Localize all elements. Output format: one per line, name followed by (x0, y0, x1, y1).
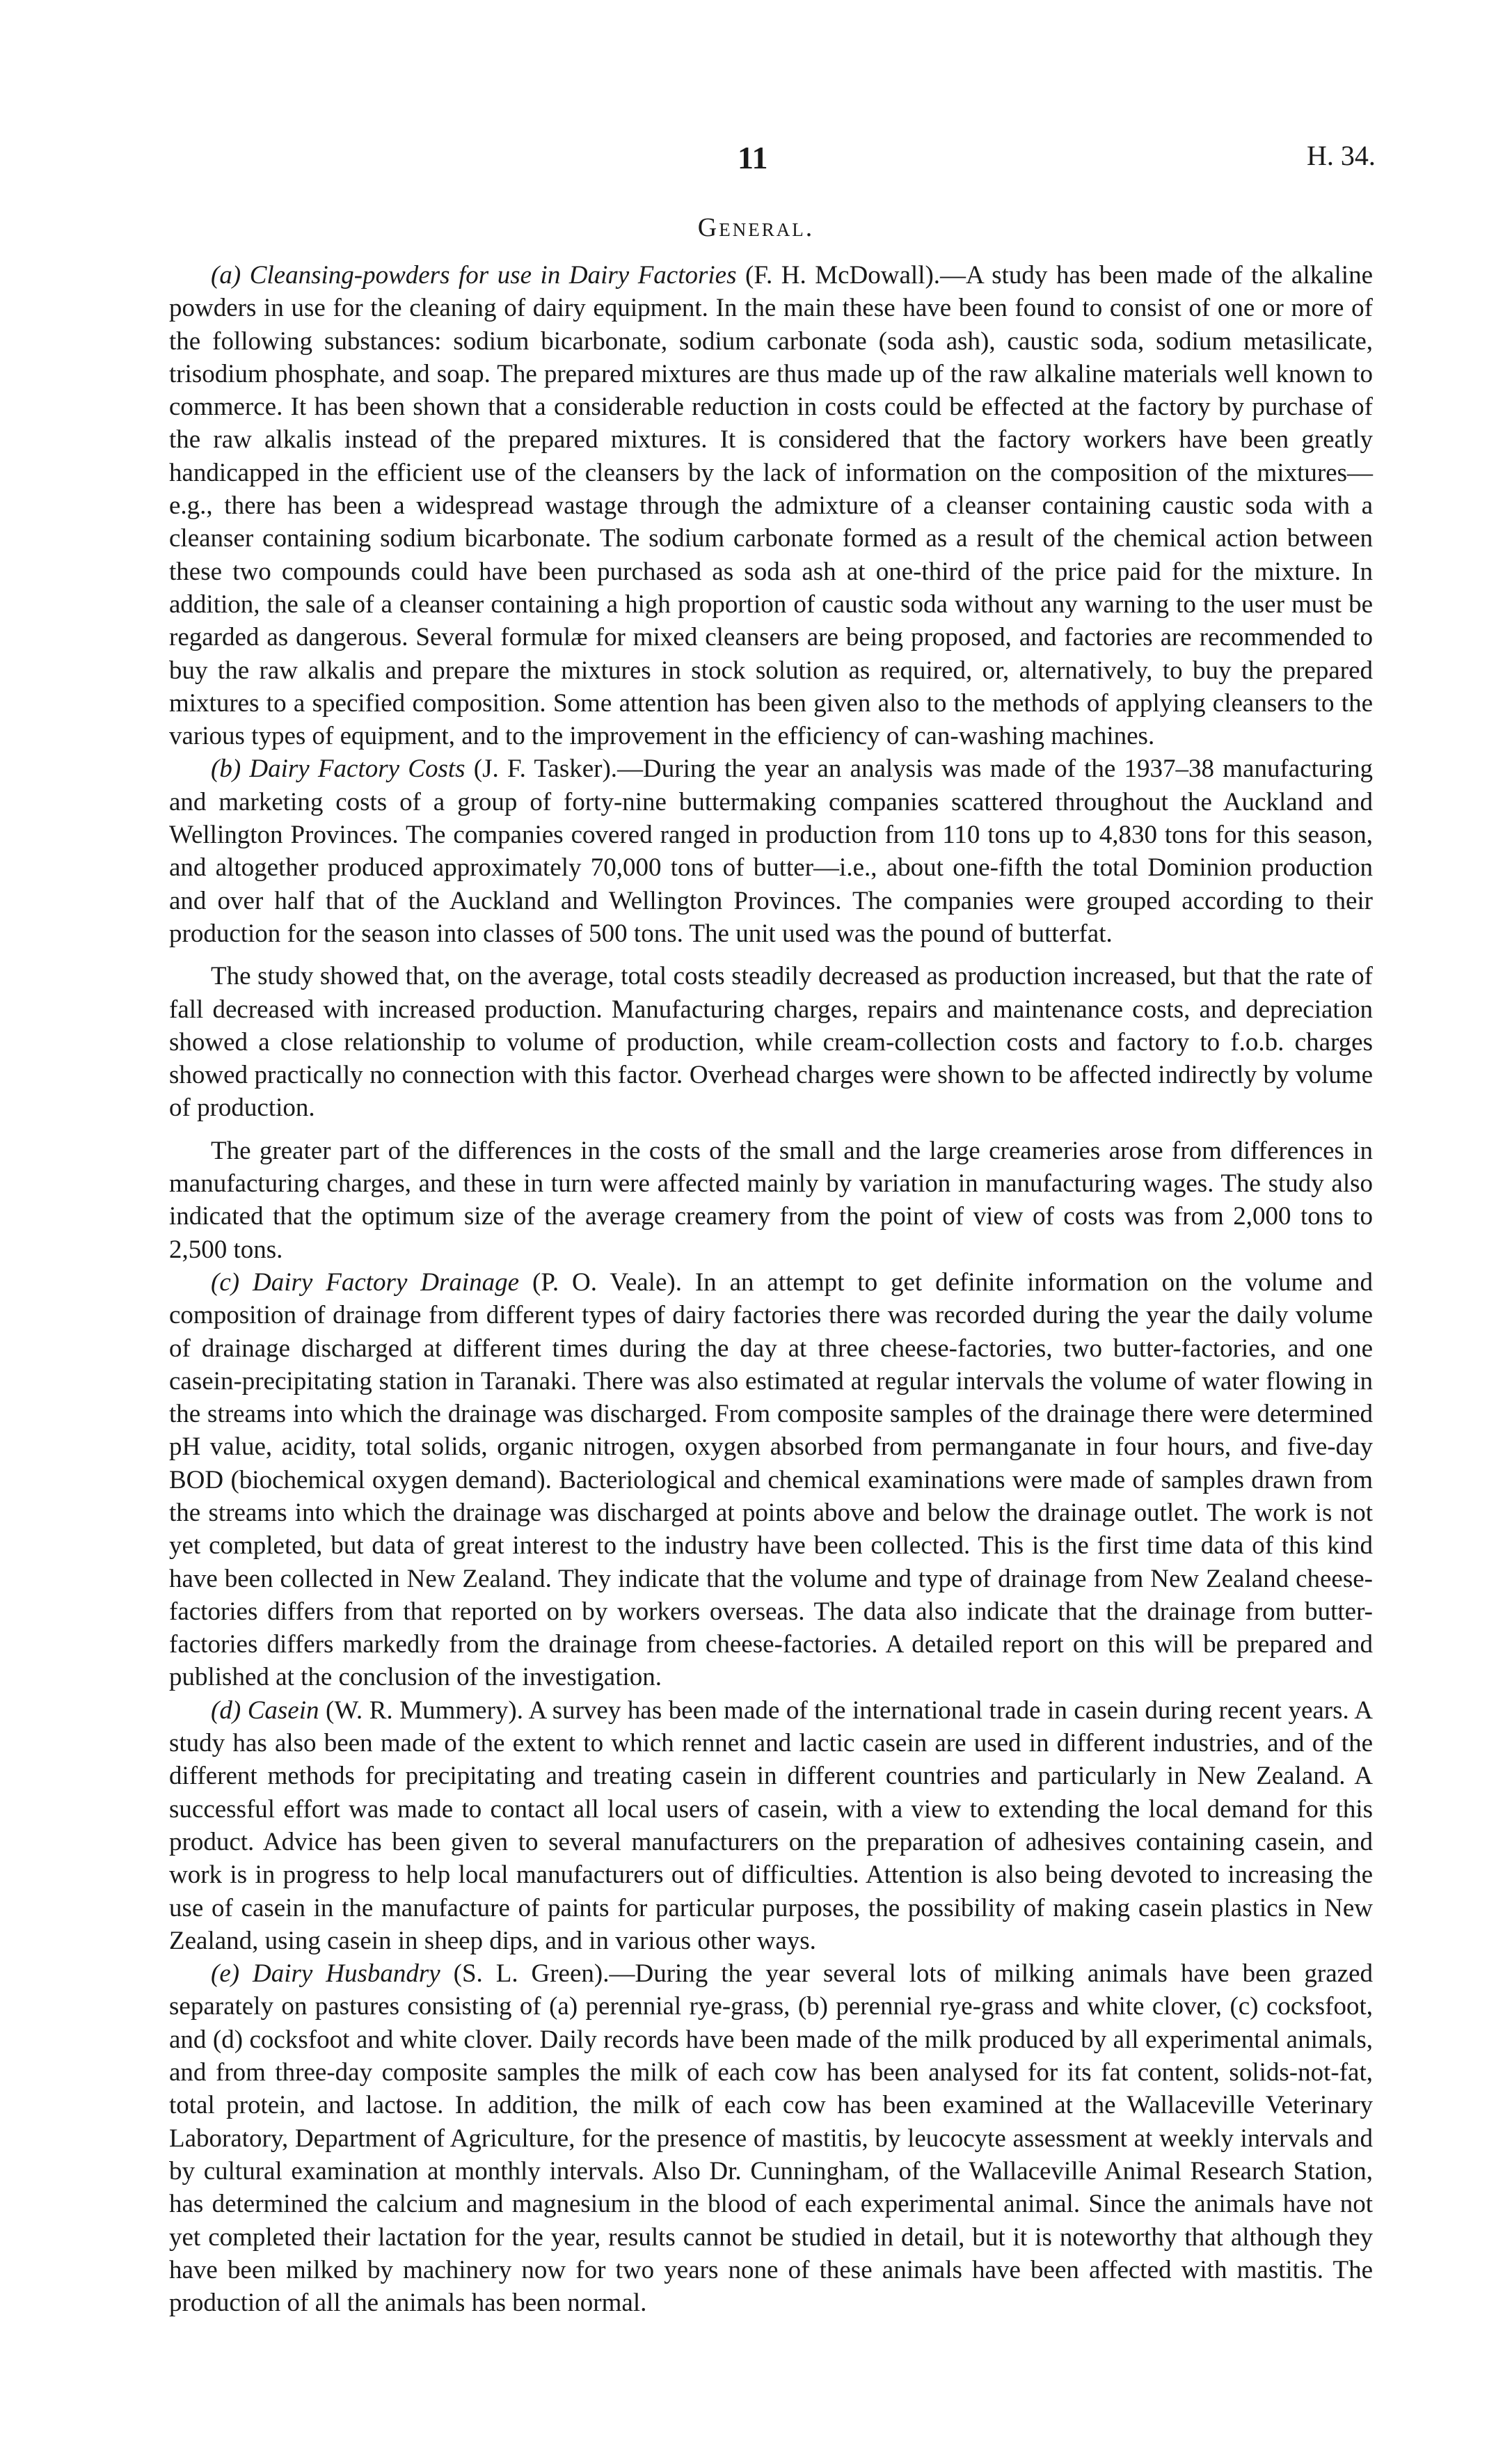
paragraph-title: Dairy Factory Costs (249, 755, 465, 784)
paragraph-greater-part (169, 1135, 1373, 1266)
paragraph-text: (J. F. Tasker).—During the year an analysis was made of the 1937–38 manufacturing and marketing costs of a group of forty-nine buttermaking companies scattered throughout the Auckland and Wellington Provinces. The companies covered ranged in production from 110 tons up to 4,830 tons for this season, and altogether produced approximately 70,000 tons of butter—i.e., about one-fifth the total Dominion production and over half that of the Auckland and Wellington Provinces. The companies were grouped according to their production for the season into classes of 500 tons. The unit used was the pound of butterfat. (169, 755, 1374, 948)
paragraph-letter: (a) (211, 261, 241, 290)
paragraph-letter: (e) (211, 1959, 240, 1989)
page-number: 11 (738, 140, 768, 175)
paragraph-cleansing-powders (169, 259, 1373, 752)
paragraph-title: Dairy Husbandry (253, 1959, 440, 1989)
paragraph-letter: (d) (211, 1696, 241, 1725)
paragraph-text: (P. O. Veale). In an attempt to get definite information on the volume and composition of drainage from different types of dairy factories there was recorded during the year the daily volume of drainage discharged at different times during the day at three cheese-factories, two butter-factories, and one casein-precipitating station in Taranaki. There was also estimated at regular intervals the volume of water flowing in the streams into which the drainage was discharged. From composite samples of the drainage there were determined pH value, acidity, total solids, organic nitrogen, oxygen absorbed from permanganate in four hours, and five-day BOD (biochemical oxygen demand). Bacteriological and chemical examinations were made of samples drawn from the streams into which the drainage was discharged at points above and below the drainage outlet. The work is not yet completed, but data of great interest to the industry have been collected. This is the first time data of this kind have been collected in New Zealand. They indicate that the volume and type of drainage from New Zealand cheese-factories differs from that reported on by workers overseas. The data also indicate that the drainage from butter-factories differs markedly from the drainage from cheese-factories. A detailed report on this will be prepared and published at the conclusion of the investigation. (169, 1267, 1373, 1692)
paragraph-text: (F. H. McDowall).—A study has been made of the alkaline powders in use for the cleaning of dairy equipment. In the main these have been found to consist of one or more of the following substances: sodium bicarbonate, sodium carbonate (soda ash), caustic soda, sodium metasilicate, trisodium phosphate, and soap. The prepared mixtures are thus made up of the raw alkaline materials well known to commerce. It has been shown that a considerable reduction in costs could be effected at the factory by purchase of the raw alkalis instead of the prepared mixtures. It is considered that the factory workers have been greatly handicapped in the efficient use of the cleansers by the lack of information on the composition of the mixtures—e.g., there has been a widespread wastage through the admixture of a cleanser containing caustic soda with a cleanser containing sodium bicarbonate. The sodium carbonate formed as a result of the chemical action between these two compounds could have been purchased as soda ash at one-third of the price paid for the mixture. In addition, the sale of a cleanser containing a high proportion of caustic soda without any warning to the user must be regarded as dangerous. Several formulæ for mixed cleansers are being proposed, and factories are recommended to buy the raw alkalis and prepare the mixtures in stock solution as required, or, alternatively, to buy the prepared mixtures to a specified composition. Some attention has been given also to the methods of applying cleansers to the various types of equipment, and to the improvement in the efficiency of can-washing machines. (169, 261, 1374, 751)
body-text (169, 259, 1373, 2319)
paragraph-text: (W. R. Mummery). A survey has been made of the international trade in casein during recent years. A study has also been made of the extent to which rennet and lactic casein are used in different industries, and of the different methods for precipitating and treating casein in different countries and particularly in New Zealand. A successful effort was made to contact all local users of casein, with a view to extending the local demand for this product. Advice has been given to several manufacturers on the preparation of adhesives containing casein, and work is in progress to help local manufacturers out of difficulties. Attention is also being devoted to increasing the use of casein in the manufacture of paints for particular purposes, the possibility of making casein plastics in New Zealand, using casein in sheep dips, and in various other ways. (169, 1696, 1374, 1955)
paragraph-text: The greater part of the differences in the costs of the small and the large creameries arose from differences in manufacturing charges, and these in turn were affected mainly by variation in manufacturing wages. The study also indicated that the optimum size of the average creamery from the point of view of costs was from 2,000 tons to 2,500 tons. (169, 1136, 1373, 1264)
paragraph-title: Dairy Factory Drainage (253, 1267, 520, 1297)
paragraph-title: Casein (247, 1696, 319, 1725)
paragraph-text: The study showed that, on the average, total costs steadily decreased as production increased, but that the rate of fall decreased with increased production. Manufacturing charges, repairs and maintenance costs, and depreciation showed a close relationship to volume of production, while cream-collection costs and factory to f.o.b. charges showed practically no connection with this factor. Overhead charges were shown to be affected indirectly by volume of production. (169, 962, 1373, 1123)
paragraph-dairy-factory-drainage (169, 1266, 1373, 1694)
paragraph-letter: (b) (211, 755, 241, 784)
section-heading: General. (697, 213, 815, 242)
document-reference: H. 34. (1307, 140, 1376, 171)
paragraph-casein (169, 1694, 1373, 1957)
paragraph-letter: (c) (211, 1267, 240, 1297)
paragraph-text: (S. L. Green).—During the year several lots of milking animals have been grazed separately on pastures consisting of (a) perennial rye-grass, (b) perennial rye-grass and white clover, (c) cocksfoot, and (d) cocksfoot and white clover. Daily records have been made of the milk produced by all experimental animals, and from three-day composite samples the milk of each cow has been analysed for its fat content, solids-not-fat, total protein, and lactose. In addition, the milk of each cow has been examined at the Wallaceville Veterinary Laboratory, Department of Agriculture, for the presence of mastitis, by leucocyte assessment at weekly intervals and by cultural examination at monthly intervals. Also Dr. Cunningham, of the Wallaceville Animal Research Station, has determined the calcium and magnesium in the blood of each experimental animal. Since the animals have not yet completed their lactation for the year, results cannot be studied in detail, but it is noteworthy that although they have been milked by machinery now for two years none of these animals have been affected with mastitis. The production of all the animals has been normal. (169, 1959, 1373, 2318)
paragraph-dairy-factory-costs (169, 752, 1373, 950)
paragraph-title: Cleansing-powders for use in Dairy Factories (249, 261, 737, 290)
paragraph-dairy-husbandry (169, 1957, 1373, 2319)
paragraph-study-showed (169, 960, 1373, 1124)
